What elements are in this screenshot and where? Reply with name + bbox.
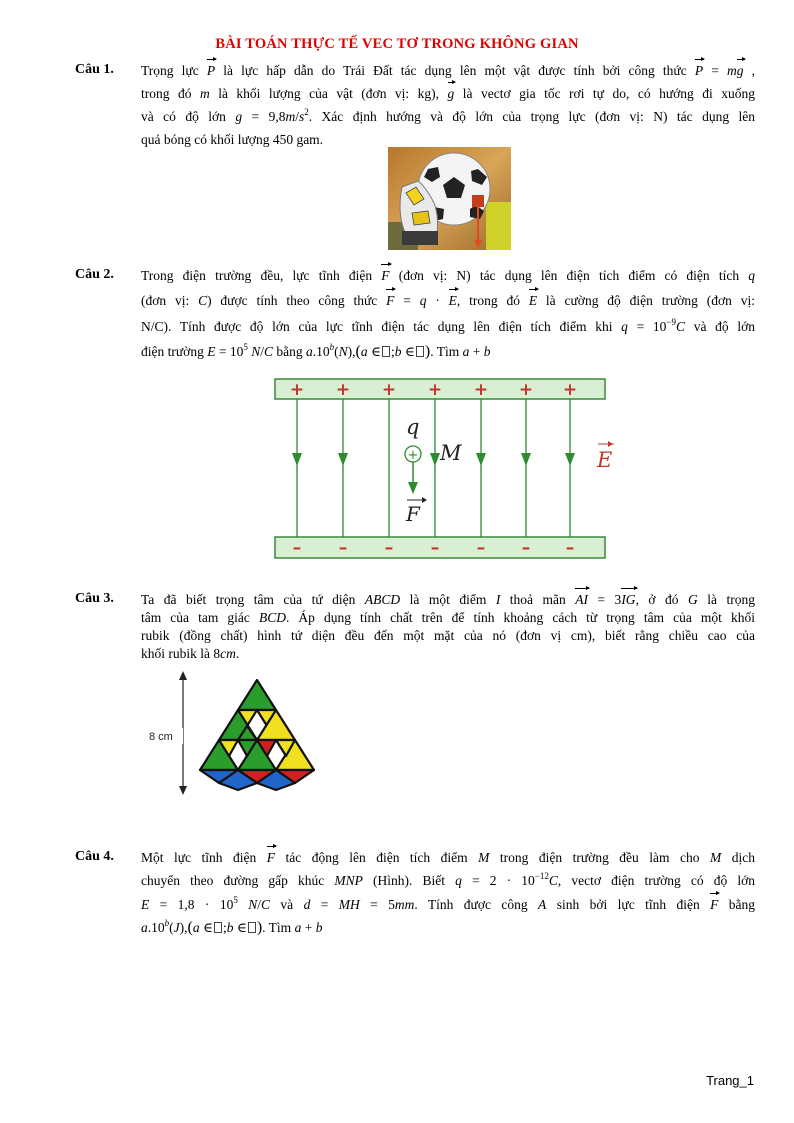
svg-text:–: –: [338, 538, 348, 558]
question-3-label: Câu 3.: [75, 591, 114, 606]
svg-text:–: –: [384, 538, 394, 558]
q3-line-3: rubik (đồng chất) hình tứ diện đều đến một mặt của nó (đơn vị cm), biết rằng chiều cao của: [141, 628, 755, 643]
svg-text:–: –: [292, 538, 302, 558]
q2-line-1: Trong điện trường đều, lực tĩnh điện F (đơn vị: N) tác dụng lên điện tích điểm có điện tích q: [141, 268, 755, 283]
svg-text:+: +: [289, 380, 305, 400]
q2-line-4: điện trường $E = 10^5$ N/C bằng a.10$^b$(N),(a ∈ ;b ∈ ). Tìm a + b: [141, 342, 491, 360]
svg-text:+: +: [562, 380, 578, 400]
question-1-label: Câu 1.: [75, 62, 114, 77]
q1-line-1: Trọng lực P là lực hấp dẫn do Trái Đất tác dụng lên một vật được tính bởi công thức P = mg ,: [141, 63, 756, 78]
force-F-label: F: [406, 502, 420, 526]
svg-text:+: +: [473, 380, 489, 400]
page-number: Trang_1: [706, 1073, 754, 1088]
svg-text:–: –: [430, 538, 440, 558]
height-label: 8 cm: [149, 731, 173, 743]
football-photo: [388, 147, 511, 250]
rubik-pyramid-figure: [145, 668, 330, 798]
q1-line-3: và có độ lớn $g = 9,8m/s^2$. Xác định hướng và độ lớn của trọng lực (đơn vị: N) tác dụng lên: [141, 107, 755, 124]
q4-line-4: a.10$^b$(J),(a ∈ ;b ∈ ). Tìm a + b: [141, 918, 323, 936]
svg-text:+: +: [381, 380, 397, 400]
svg-text:–: –: [521, 538, 531, 558]
q4-line-1: Một lực tĩnh điện F tác động lên điện tích điểm M trong điện trường đều làm cho M dịch: [141, 850, 755, 865]
question-4-label: Câu 4.: [75, 849, 114, 864]
svg-text:+: +: [407, 448, 419, 463]
q1-line-2: trong đó m là khối lượng của vật (đơn vị: kg), g là vectơ gia tốc rơi tự do, có hướng đi xuống: [141, 86, 755, 101]
point-M-label: M: [440, 441, 462, 465]
svg-text:+: +: [427, 380, 443, 400]
q2-line-2: (đơn vị: C) được tính theo công thức F = q · E, trong đó E là cường độ điện trường (đơn vị:: [141, 293, 755, 308]
q3-line-4: khối rubik là 8cm.: [141, 646, 240, 661]
svg-text:–: –: [565, 538, 575, 558]
svg-text:+: +: [335, 380, 351, 400]
q4-line-3: $E = 1,8 \cdot 10^5$ N/C và d = MH = 5mm. Tính được công A sinh bởi lực tĩnh điện F bằng: [141, 895, 756, 912]
question-2-label: Câu 2.: [75, 267, 114, 282]
svg-text:+: +: [518, 380, 534, 400]
field-E-label: E: [597, 448, 613, 472]
charge-q-label: q: [406, 415, 420, 439]
electric-field-figure: [272, 376, 613, 562]
q1-line-4: quả bóng có khối lượng 450 gam.: [141, 132, 324, 147]
svg-text:–: –: [476, 538, 486, 558]
q3-line-2: tâm của tam giác BCD. Áp dụng tính chất trên để tính khoảng cách từ trọng tâm của một khối: [141, 610, 755, 625]
q3-line-1: Ta đã biết trọng tâm của tứ diện ABCD là một điểm I thoả mãn AI = 3IG, ở đó G là trọng: [141, 592, 755, 607]
q4-line-2: chuyển theo đường gấp khúc MNP (Hình). Biết $q = 2 \cdot 10^{-12}C$, vectơ điện trường có độ lớn: [141, 871, 756, 888]
q2-line-3: N/C). Tính được độ lớn của lực tĩnh điện tác dụng lên điện tích điểm khi $q = 10^{-9}C$ và độ lớn: [141, 317, 755, 334]
page-title: BÀI TOÁN THỰC TẾ VEC TƠ TRONG KHÔNG GIAN: [215, 36, 579, 52]
